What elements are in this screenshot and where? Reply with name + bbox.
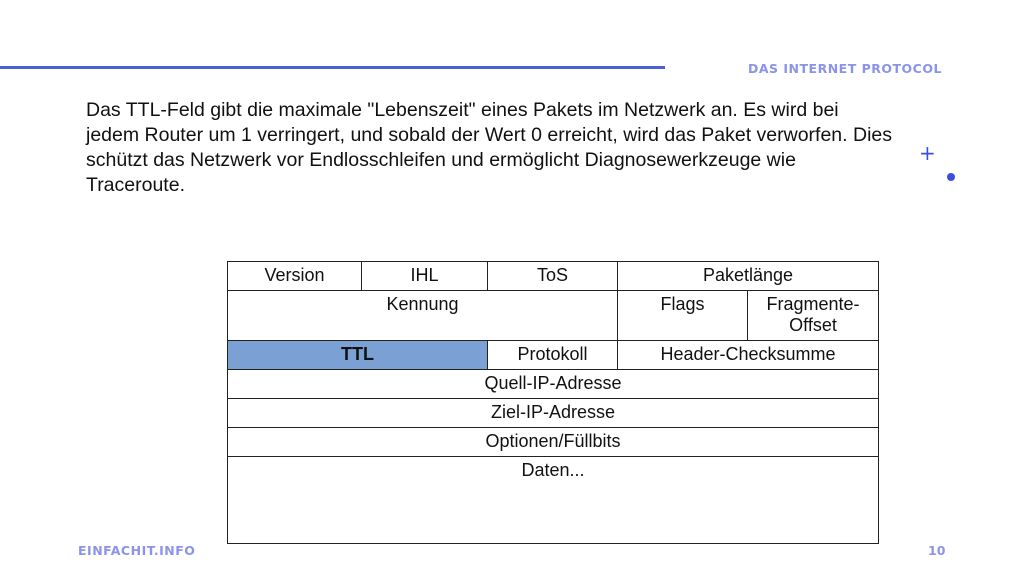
field-total-length: Paketlänge <box>618 262 879 291</box>
field-fragment-offset: Fragmente-Offset <box>748 291 879 341</box>
field-options: Optionen/Füllbits <box>228 428 879 457</box>
diagram-row <box>228 457 879 544</box>
slide-body-text: Das TTL-Feld gibt die maximale "Lebenszeit" eines Pakets im Netzwerk an. Es wird bei jedem Router um 1 verringert, und sobald der Wert 0 erreicht, wird das Paket verworfen. Dies schützt das Netzwerk vor Endlosschleifen und ermöglicht Diagnosewerkzeuge wie Traceroute. <box>86 99 892 196</box>
field-tos: ToS <box>488 262 618 291</box>
field-ttl: TTL <box>228 341 488 370</box>
field-source-address: Quell-IP-Adresse <box>228 370 879 399</box>
field-ihl: IHL <box>362 262 488 291</box>
diagram-row <box>228 428 879 457</box>
field-destination-address: Ziel-IP-Adresse <box>228 399 879 428</box>
diagram-row <box>228 341 879 370</box>
page-number: 10 <box>928 543 946 558</box>
diagram-row <box>228 370 879 399</box>
diagram-row <box>228 399 879 428</box>
field-data: Daten... <box>228 457 879 544</box>
field-protocol: Protokoll <box>488 341 618 370</box>
footer-brand: EINFACHIT.INFO <box>78 543 196 558</box>
field-flags: Flags <box>618 291 748 341</box>
ip-header-diagram <box>227 261 879 544</box>
field-checksum: Header-Checksumme <box>618 341 879 370</box>
diagram-row <box>228 291 879 341</box>
field-version: Version <box>228 262 362 291</box>
header-rule <box>0 66 665 69</box>
plus-icon: + <box>919 141 936 165</box>
dot-icon <box>947 173 955 181</box>
field-identification: Kennung <box>228 291 618 341</box>
slide-section-title: DAS INTERNET PROTOCOL <box>748 61 942 76</box>
diagram-row <box>228 262 879 291</box>
